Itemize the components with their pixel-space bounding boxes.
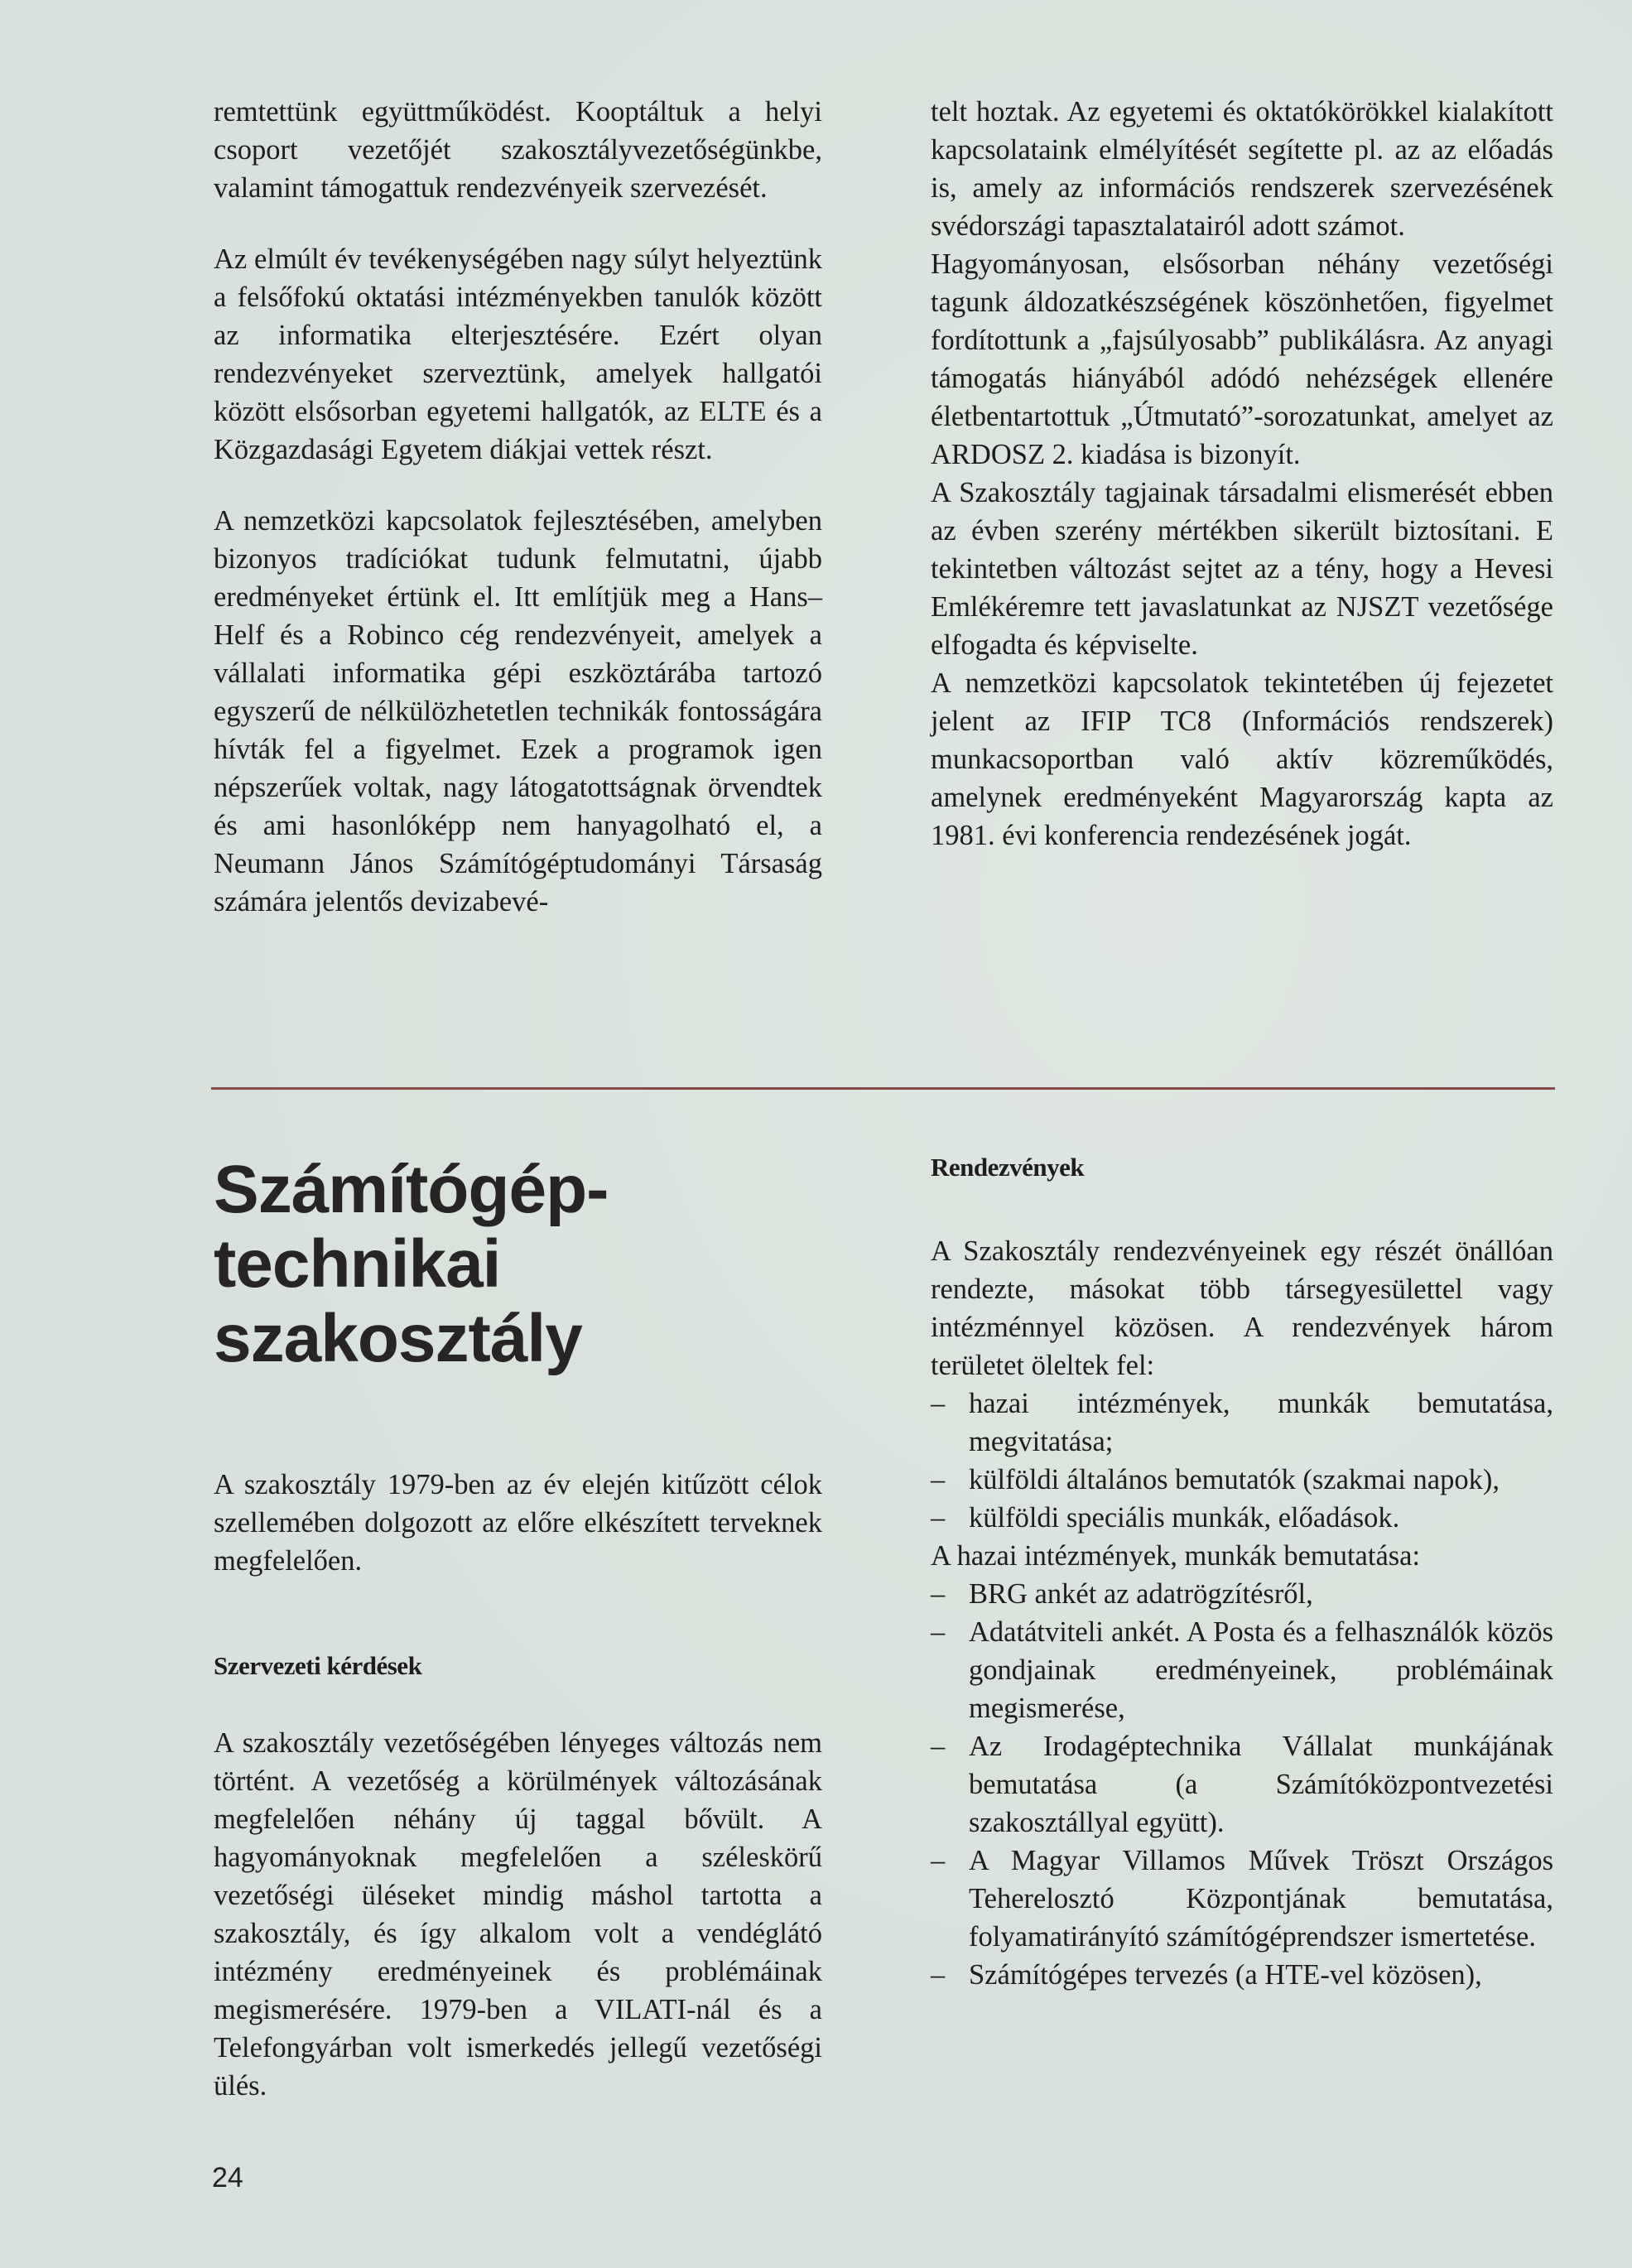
paragraph: A szakosztály vezetőségében lényeges változás nem történt. A vezetőség a körülmények változásának megfelelően néhány új taggal bővült. A hagyományoknak megfelelően a széleskörű vezetőségi üléseket mindig máshol tartotta a szakosztály, és így alkalom volt a vendéglátó intézmény eredményeinek és problémáinak megismerésére. 1979-ben a VILATI-nál és a Telefongyárban volt ismerkedés jellegű vezetőségi ülés. [214, 1727, 822, 2102]
paragraph: telt hoztak. Az egyetemi és oktatókörökkel kialakított kapcsolataink elmélyítését segítette pl. az az előadás is, amely az információs rendszerek szervezésének svédországi tapasztalatairól adott számot. [931, 96, 1553, 242]
section-title [214, 1153, 810, 1376]
list-item: – külföldi általános bemutatók (szakmai napok), [931, 1461, 1553, 1499]
subheading-organization: Szervezeti kérdések [214, 1651, 422, 1680]
top-left-column [214, 93, 822, 921]
bottom-right-column [931, 1151, 1553, 1994]
domestic-events-list [931, 1575, 1553, 1994]
list-item: – Számítógépes tervezés (a HTE-vel közösen), [931, 1956, 1553, 1994]
section-divider [211, 1087, 1555, 1090]
paragraph: A Szakosztály tagjainak társadalmi elismerését ebben az évben szerény mértékben sikerült biztosítani. E tekintetben változást sejtet az a tény, hogy a Hevesi Emlékéremre tett javaslatunkat az NJSZT vezetősége elfogadta és képviselte. [931, 477, 1553, 661]
page-number: 24 [212, 2162, 243, 2193]
list-item: – külföldi speciális munkák, előadások. [931, 1499, 1553, 1537]
section-title-line: technikai [214, 1226, 501, 1302]
subheading-events: Rendezvények [931, 1153, 1085, 1182]
bottom-left-column [214, 1466, 822, 2105]
event-areas-list [931, 1384, 1553, 1537]
paragraph: A nemzetközi kapcsolatok tekintetében új fejezetet jelent az IFIP TC8 (Információs rendszerek) munkacsoportban való aktív közreműködés, amelynek eredményeként Magyarország kapta az 1981. évi konferencia rendezésének jogát. [931, 667, 1553, 851]
domestic-heading: A hazai intézmények, munkák bemutatása: [931, 1540, 1421, 1572]
paragraph: Az elmúlt év tevékenységében nagy súlyt helyeztünk a felsőfokú oktatási intézményekben tanulók között az informatika elterjesztésére. Ezért olyan rendezvényeket szerveztünk, amelyek hallgatói között elsősorban egyetemi hallgatók, az ELTE és a Közgazdasági Egyetem diákjai vettek részt. [214, 243, 822, 465]
section-title-line: szakosztály [214, 1301, 582, 1376]
top-right-column [931, 93, 1553, 855]
paragraph: Hagyományosan, elsősorban néhány vezetőségi tagunk áldozatkészségének köszönhetően, figyelmet fordítottunk a „fajsúlyosabb” publikálásra. Az anyagi támogatás hiányából adódó nehézségek ellenére életbentartottuk „Útmutató”-sorozatunkat, amelyet az ARDOSZ 2. kiadása is bizonyít. [931, 248, 1553, 470]
paragraph: remtettünk együttműködést. Kooptáltuk a helyi csoport vezetőjét szakosztályvezetőségünkbe, valamint támogattuk rendezvényeik szervezését. [214, 96, 822, 204]
list-item: – Adatátviteli ankét. A Posta és a felhasználók közös gondjainak eredményeinek, problémáinak megismerése, [931, 1613, 1553, 1727]
list-item: – BRG ankét az adatrögzítésről, [931, 1575, 1553, 1613]
list-item: – Az Irodagéptechnika Vállalat munkájának bemutatása (a Számítóközpontvezetési szakosztállyal együtt). [931, 1727, 1553, 1842]
list-item: – A Magyar Villamos Művek Tröszt Országos Teherelosztó Központjának bemutatása, folyamatirányító számítógéprendszer ismertetése. [931, 1842, 1553, 1956]
section-title-line: Számítógép- [214, 1152, 609, 1227]
intro-paragraph: A szakosztály 1979-ben az év elején kitűzött célok szellemében dolgozott az előre elkészített terveknek megfelelően. [214, 1469, 822, 1577]
list-item: – hazai intézmények, munkák bemutatása, megvitatása; [931, 1384, 1553, 1461]
events-intro: A Szakosztály rendezvényeinek egy részét önállóan rendezte, másokat több társegyesülettel vagy intézménnyel közösen. A rendezvények három területet öleltek fel: [931, 1235, 1553, 1381]
paragraph: A nemzetközi kapcsolatok fejlesztésében, amelyben bizonyos tradíciókat tudunk felmutatni, újabb eredményeket értünk el. Itt említjük meg a Hans–Helf és a Robinco cég rendezvényeit, amelyek a vállalati informatika gépi eszköztárába tartozó egyszerű de nélkülözhetetlen technikák fontosságára hívták fel a figyelmet. Ezek a programok igen népszerűek voltak, nagy látogatottságnak örvendtek és ami hasonlóképp nem hanyagolható el, a Neumann János Számítógéptudományi Társaság számára jelentős devizabevé- [214, 505, 822, 917]
